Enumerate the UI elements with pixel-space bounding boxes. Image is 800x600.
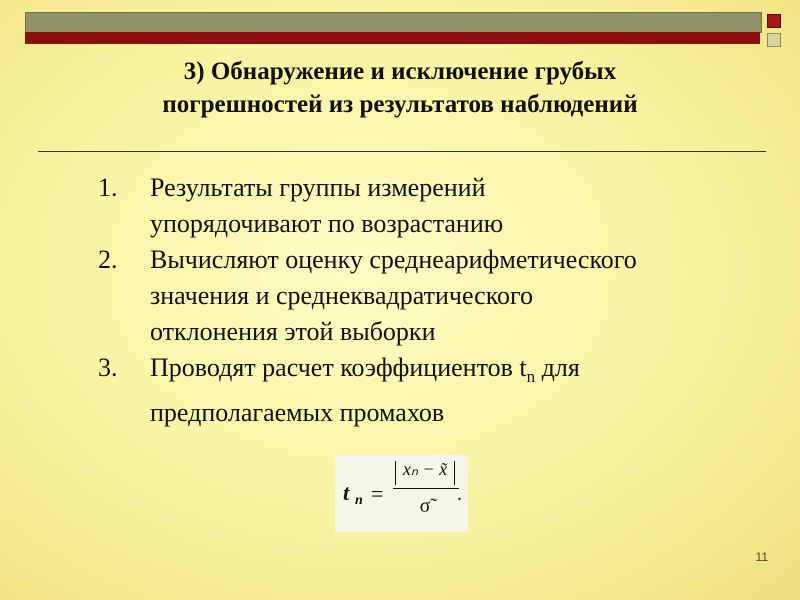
slide-number: 11	[755, 550, 768, 564]
beige-square-icon	[767, 33, 781, 47]
formula-denominator: σ̃	[419, 495, 431, 517]
title-line-1: 3) Обнаружение и исключение грубых	[183, 58, 617, 85]
step-number: 1.	[98, 173, 118, 202]
step-text-line: отклонения этой выборки	[150, 317, 436, 346]
header-bar-red	[25, 32, 760, 44]
step-text-line: Результаты группы измерений	[150, 173, 486, 202]
step-text-line	[150, 350, 770, 395]
slide-title	[60, 55, 740, 121]
formula-numerator: xₙ − x̃	[402, 459, 448, 479]
step-number: 2.	[98, 245, 118, 274]
step-text-segment: для	[535, 353, 580, 382]
step-text-line: Вычисляют оценку среднеарифметического	[150, 245, 637, 274]
step-text-line: упорядочивают по возрастанию	[150, 209, 504, 238]
formula-equals: =	[371, 481, 384, 506]
red-square-icon	[767, 14, 781, 28]
header-bar-olive	[25, 12, 762, 33]
step-3	[90, 350, 770, 431]
step-text-segment: Проводят расчет коэффициентов t	[150, 353, 527, 382]
steps-list	[90, 170, 770, 431]
step-text-line: значения и среднеквадратического	[150, 281, 534, 310]
step-text-line: предполагаемых промахов	[150, 398, 445, 427]
title-line-2: погрешностей из результатов наблюдений	[162, 91, 638, 118]
formula-lhs-subscript: n	[355, 493, 363, 508]
formula-lhs: t	[343, 480, 350, 505]
step-1	[90, 170, 770, 242]
formula-terminator: .	[457, 483, 462, 505]
subscript-n: n	[526, 367, 536, 386]
step-number: 3.	[98, 353, 118, 382]
title-divider	[38, 151, 766, 152]
formula-image	[335, 455, 468, 532]
step-2	[90, 242, 770, 350]
fraction-bar	[393, 488, 459, 489]
formula	[335, 455, 468, 532]
abs-bar-right	[454, 461, 455, 485]
